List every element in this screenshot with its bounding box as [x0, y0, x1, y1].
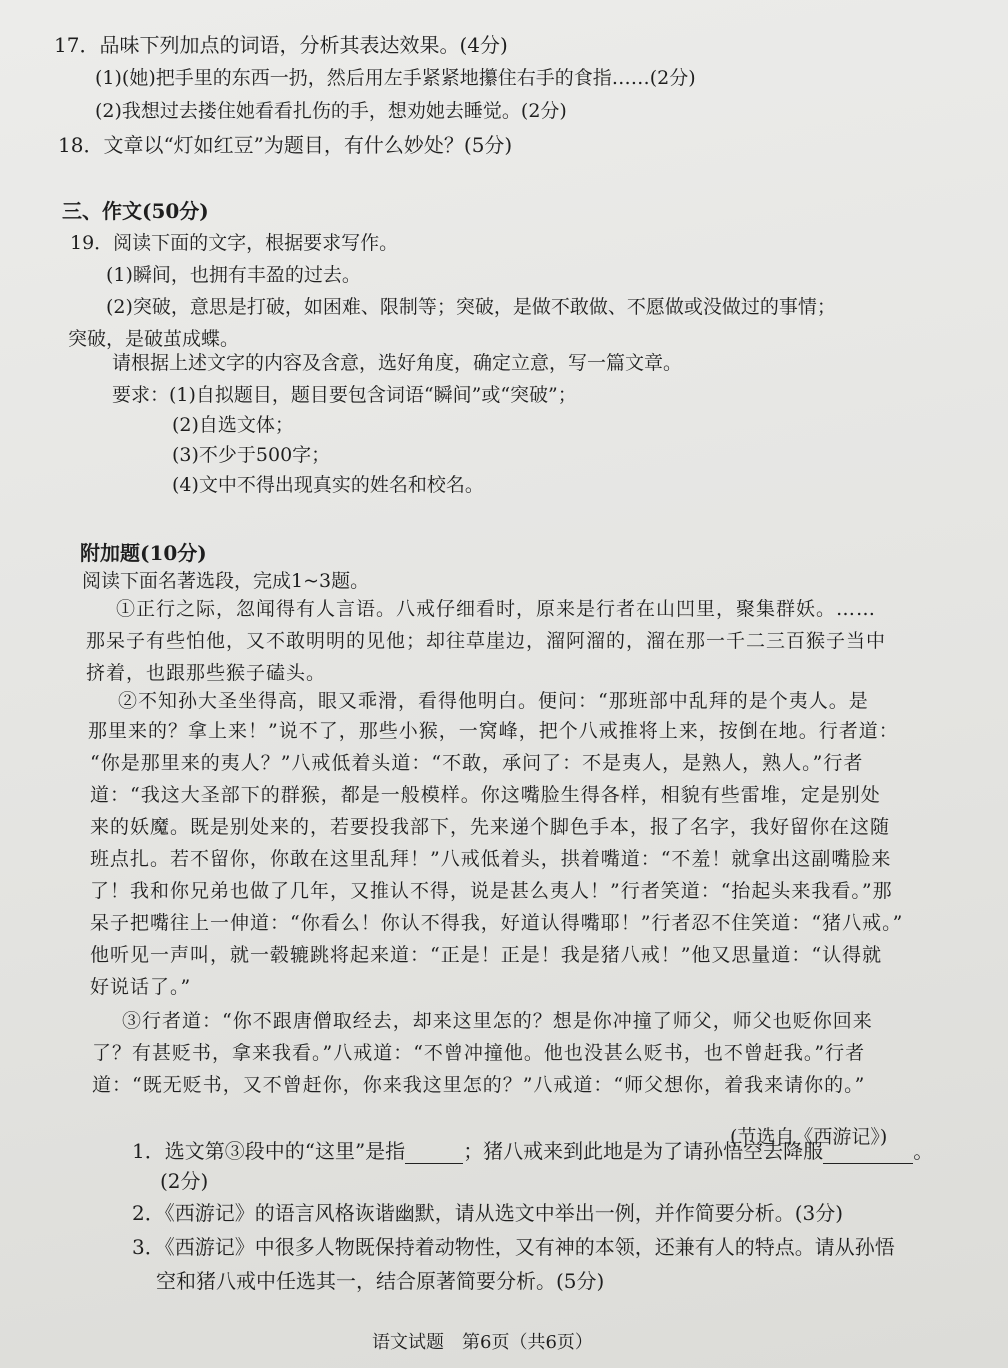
- passage-para2-line7: 了！我和你兄弟也做了几年，又推认不得，说是甚么夷人！”行者笑道：“抬起头来我看。”那: [90, 880, 893, 902]
- passage-para2-line1: ②不知孙大圣坐得高，眼又乖滑，看得他明白。便问：“那班部中乱拜的是个夷人。是: [118, 690, 869, 712]
- passage-para1-line2: 那呆子有些怕他，又不敢明明的见他；却往草崖边，溜阿溜的，溜在那一千二三百猴子当中: [86, 630, 887, 652]
- answer-blank-1[interactable]: [405, 1141, 463, 1164]
- answer-blank-2[interactable]: [823, 1141, 913, 1164]
- question-17-part2: (2)我想过去搂住她看看扎伤的手，想劝她去睡觉。(2分): [95, 100, 567, 122]
- passage-para2-line2: 那里来的？拿上来！”说不了，那些小猴，一窝峰，把个八戒推将上来，按倒在地。行者道：: [88, 720, 899, 742]
- bonus-q1-text-a: 1．选文第③段中的“这里”是指: [132, 1139, 406, 1163]
- passage-source: (节选自《西游记》): [730, 1126, 888, 1148]
- essay-requirement-1: 要求：(1)自拟题目，题目要包含词语“瞬间”或“突破”；: [112, 384, 577, 406]
- essay-instruction: 请根据上述文字的内容及含意，选好角度，确定立意，写一篇文章。: [112, 352, 683, 374]
- passage-para1-line1: ①正行之际，忽闻得有人言语。八戒仔细看时，原来是行者在山凹里，聚集群妖。……: [116, 598, 877, 620]
- essay-requirement-4: (4)文中不得出现真实的姓名和校名。: [172, 474, 484, 496]
- passage-para3-line2: 了？有甚贬书，拿来我看。”八戒道：“不曾冲撞他。他也没甚么贬书，也不曾赶我。”行者: [92, 1042, 866, 1064]
- question-18: 18．文章以“灯如红豆”为题目，有什么妙处？(5分): [58, 133, 513, 157]
- bonus-question-2: 2．《西游记》的语言风格诙谐幽默，请从选文中举出一例，并作简要分析。(3分): [132, 1201, 844, 1225]
- essay-prompt-item1: (1)瞬间，也拥有丰盈的过去。: [106, 264, 361, 286]
- passage-para2-line3: “你是那里来的夷人？”八戒低着头道：“不敢，承问了：不是夷人，是熟人，熟人。”行者: [90, 752, 864, 774]
- bonus-question-1: [132, 1138, 933, 1164]
- essay-requirement-2: (2)自选文体；: [172, 414, 294, 436]
- section3-heading: 三、作文(50分): [62, 199, 209, 223]
- essay-requirement-3: (3)不少于500字；: [172, 444, 331, 466]
- bonus-question-3-cont: 空和猪八戒中任选其一，结合原著简要分析。(5分): [156, 1269, 605, 1293]
- question-17-part1: (1)(她)把手里的东西一扔，然后用左手紧紧地攥住右手的食指……(2分): [95, 67, 696, 89]
- bonus-q1-end: 。: [913, 1139, 934, 1163]
- passage-para2-line5: 来的妖魔。既是别处来的，若要投我部下，先来递个脚色手本，报了名字，我好留你在这随: [90, 816, 891, 838]
- passage-para1-line3: 挤着，也跟那些猴子磕头。: [86, 662, 327, 684]
- passage-para2-line6: 班点扎。若不留你，你敢在这里乱拜！”八戒低着头，拱着嘴道：“不羞！就拿出这副嘴脸来: [90, 848, 892, 870]
- bonus-heading: 附加题(10分): [80, 541, 207, 565]
- essay-prompt-item2-cont: 突破，是破茧成蝶。: [68, 328, 240, 350]
- passage-para3-line3: 道：“既无贬书，又不曾赶你，你来我这里怎的？”八戒道：“师父想你，着我来请你的。”: [92, 1074, 866, 1096]
- bonus-intro-text: 阅读下面名著选段，完成1~3题。: [82, 570, 370, 592]
- bonus-question-1-score: (2分): [160, 1169, 209, 1193]
- passage-para2-line10: 好说话了。”: [90, 976, 192, 998]
- bonus-intro: [82, 568, 369, 594]
- question-19: 19．阅读下面的文字，根据要求写作。: [70, 232, 399, 254]
- bonus-question-3: 3．《西游记》中很多人物既保持着动物性，又有神的本领，还兼有人的特点。请从孙悟: [132, 1235, 895, 1259]
- question-17: 17．品味下列加点的词语，分析其表达效果。(4分): [54, 33, 508, 57]
- essay-prompt-item2: (2)突破，意思是打破，如困难、限制等；突破，是做不敢做、不愿做或没做过的事情；: [106, 296, 836, 318]
- passage-para2-line9: 他听见一声叫，就一毂辘跳将起来道：“正是！正是！我是猪八戒！”他又思量道：“认得就: [90, 944, 883, 966]
- passage-para2-line8: 呆子把嘴往上一伸道：“你看么！你认不得我，好道认得嘴耶！”行者忍不住笑道：“猪八戒。”: [90, 912, 904, 934]
- page-footer: 语文试题 第6页（共6页）: [372, 1332, 593, 1353]
- bonus-q1-text-b: ；猪八戒来到此地是为了请孙悟空去降服: [463, 1139, 824, 1163]
- passage-para3-line1: ③行者道：“你不跟唐僧取经去，却来这里怎的？想是你冲撞了师父，师父也贬你回来: [122, 1010, 873, 1032]
- passage-para2-line4: 道：“我这大圣部下的群猴，都是一般模样。你这嘴脸生得各样，相貌有些雷堆，定是别处: [90, 784, 881, 806]
